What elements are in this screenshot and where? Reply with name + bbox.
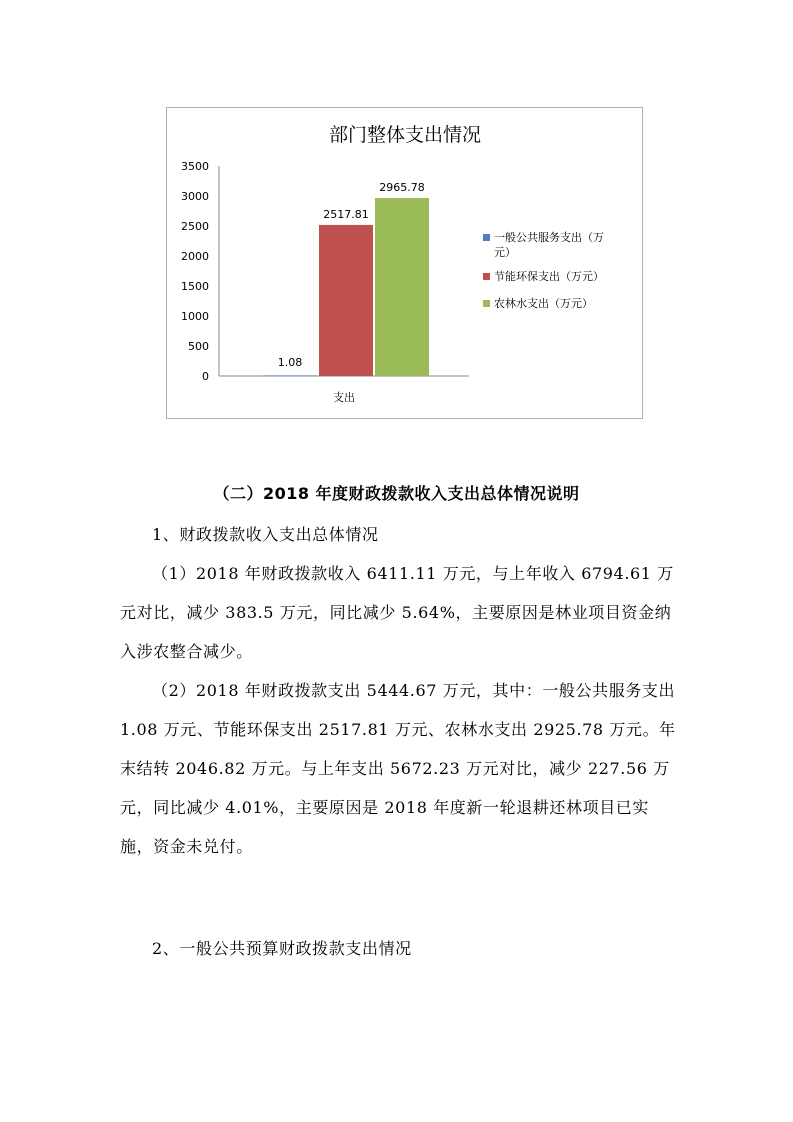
paragraph-income: （1）2018 年财政拨款收入 6411.11 万元，与上年收入 6794.61 万元对比，减少 383.5 万元，同比减少 5.64%，主要原因是林业项目资金纳入涉农整合减少。 [120,564,674,661]
section-heading: （二）2018 年度财政拨款收入支出总体情况说明 [213,484,580,503]
legend-label-continued: 元） [494,246,516,259]
y-tick-label: 0 [202,370,209,383]
bars [263,198,429,376]
data-label-series-1: 1.08 [277,356,303,369]
subheading-1: 1、财政拨款收入支出总体情况 [152,525,379,544]
y-tick-label: 3000 [181,190,209,203]
chart-title: 部门整体支出情况 [328,124,482,146]
y-tick-label: 500 [188,340,209,353]
legend-item-agriculture-forestry-water [483,296,643,311]
data-label-series-3: 2965.78 [379,181,425,195]
legend-swatch-red [483,273,490,280]
paragraph-expenditure: （2）2018 年财政拨款支出 5444.67 万元，其中：一般公共服务支出 1.08 万元、节能环保支出 2517.81 万元、农林水支出 2925.78 万元。年末结转 2046.82 万元。与上年支出 5672.23 万元对比，减少 227.56 万元，同比减少 4.01%，主要原因是 2018 年度新一轮退耕还林项目已实施，资金未兑付。 [120,681,676,856]
y-tick-label: 2500 [181,220,209,233]
y-tick-label: 1500 [181,280,209,293]
legend-label: 节能环保支出（万元） [494,270,604,283]
y-tick-label: 2000 [181,250,209,263]
subheading-2: 2、一般公共预算财政拨款支出情况 [152,939,412,958]
legend-swatch-green [483,300,490,307]
expenditure-chart [166,107,643,419]
legend-label: 农林水支出（万元） [494,297,593,310]
data-label-series-2: 2517.81 [323,207,369,221]
legend-swatch-blue [483,234,490,241]
y-tick-labels [181,160,209,383]
bar-series-3 [375,198,429,376]
y-tick-label: 3500 [181,160,209,173]
legend-item-energy-environment [483,269,643,284]
legend-item-general-public-service [483,230,643,260]
chart-legend [483,230,643,320]
bar-series-1 [263,375,317,376]
legend-label: 一般公共服务支出（万 [494,231,604,244]
bar-series-2 [319,225,373,376]
category-label: 支出 [333,391,355,404]
y-tick-label: 1000 [181,310,209,323]
